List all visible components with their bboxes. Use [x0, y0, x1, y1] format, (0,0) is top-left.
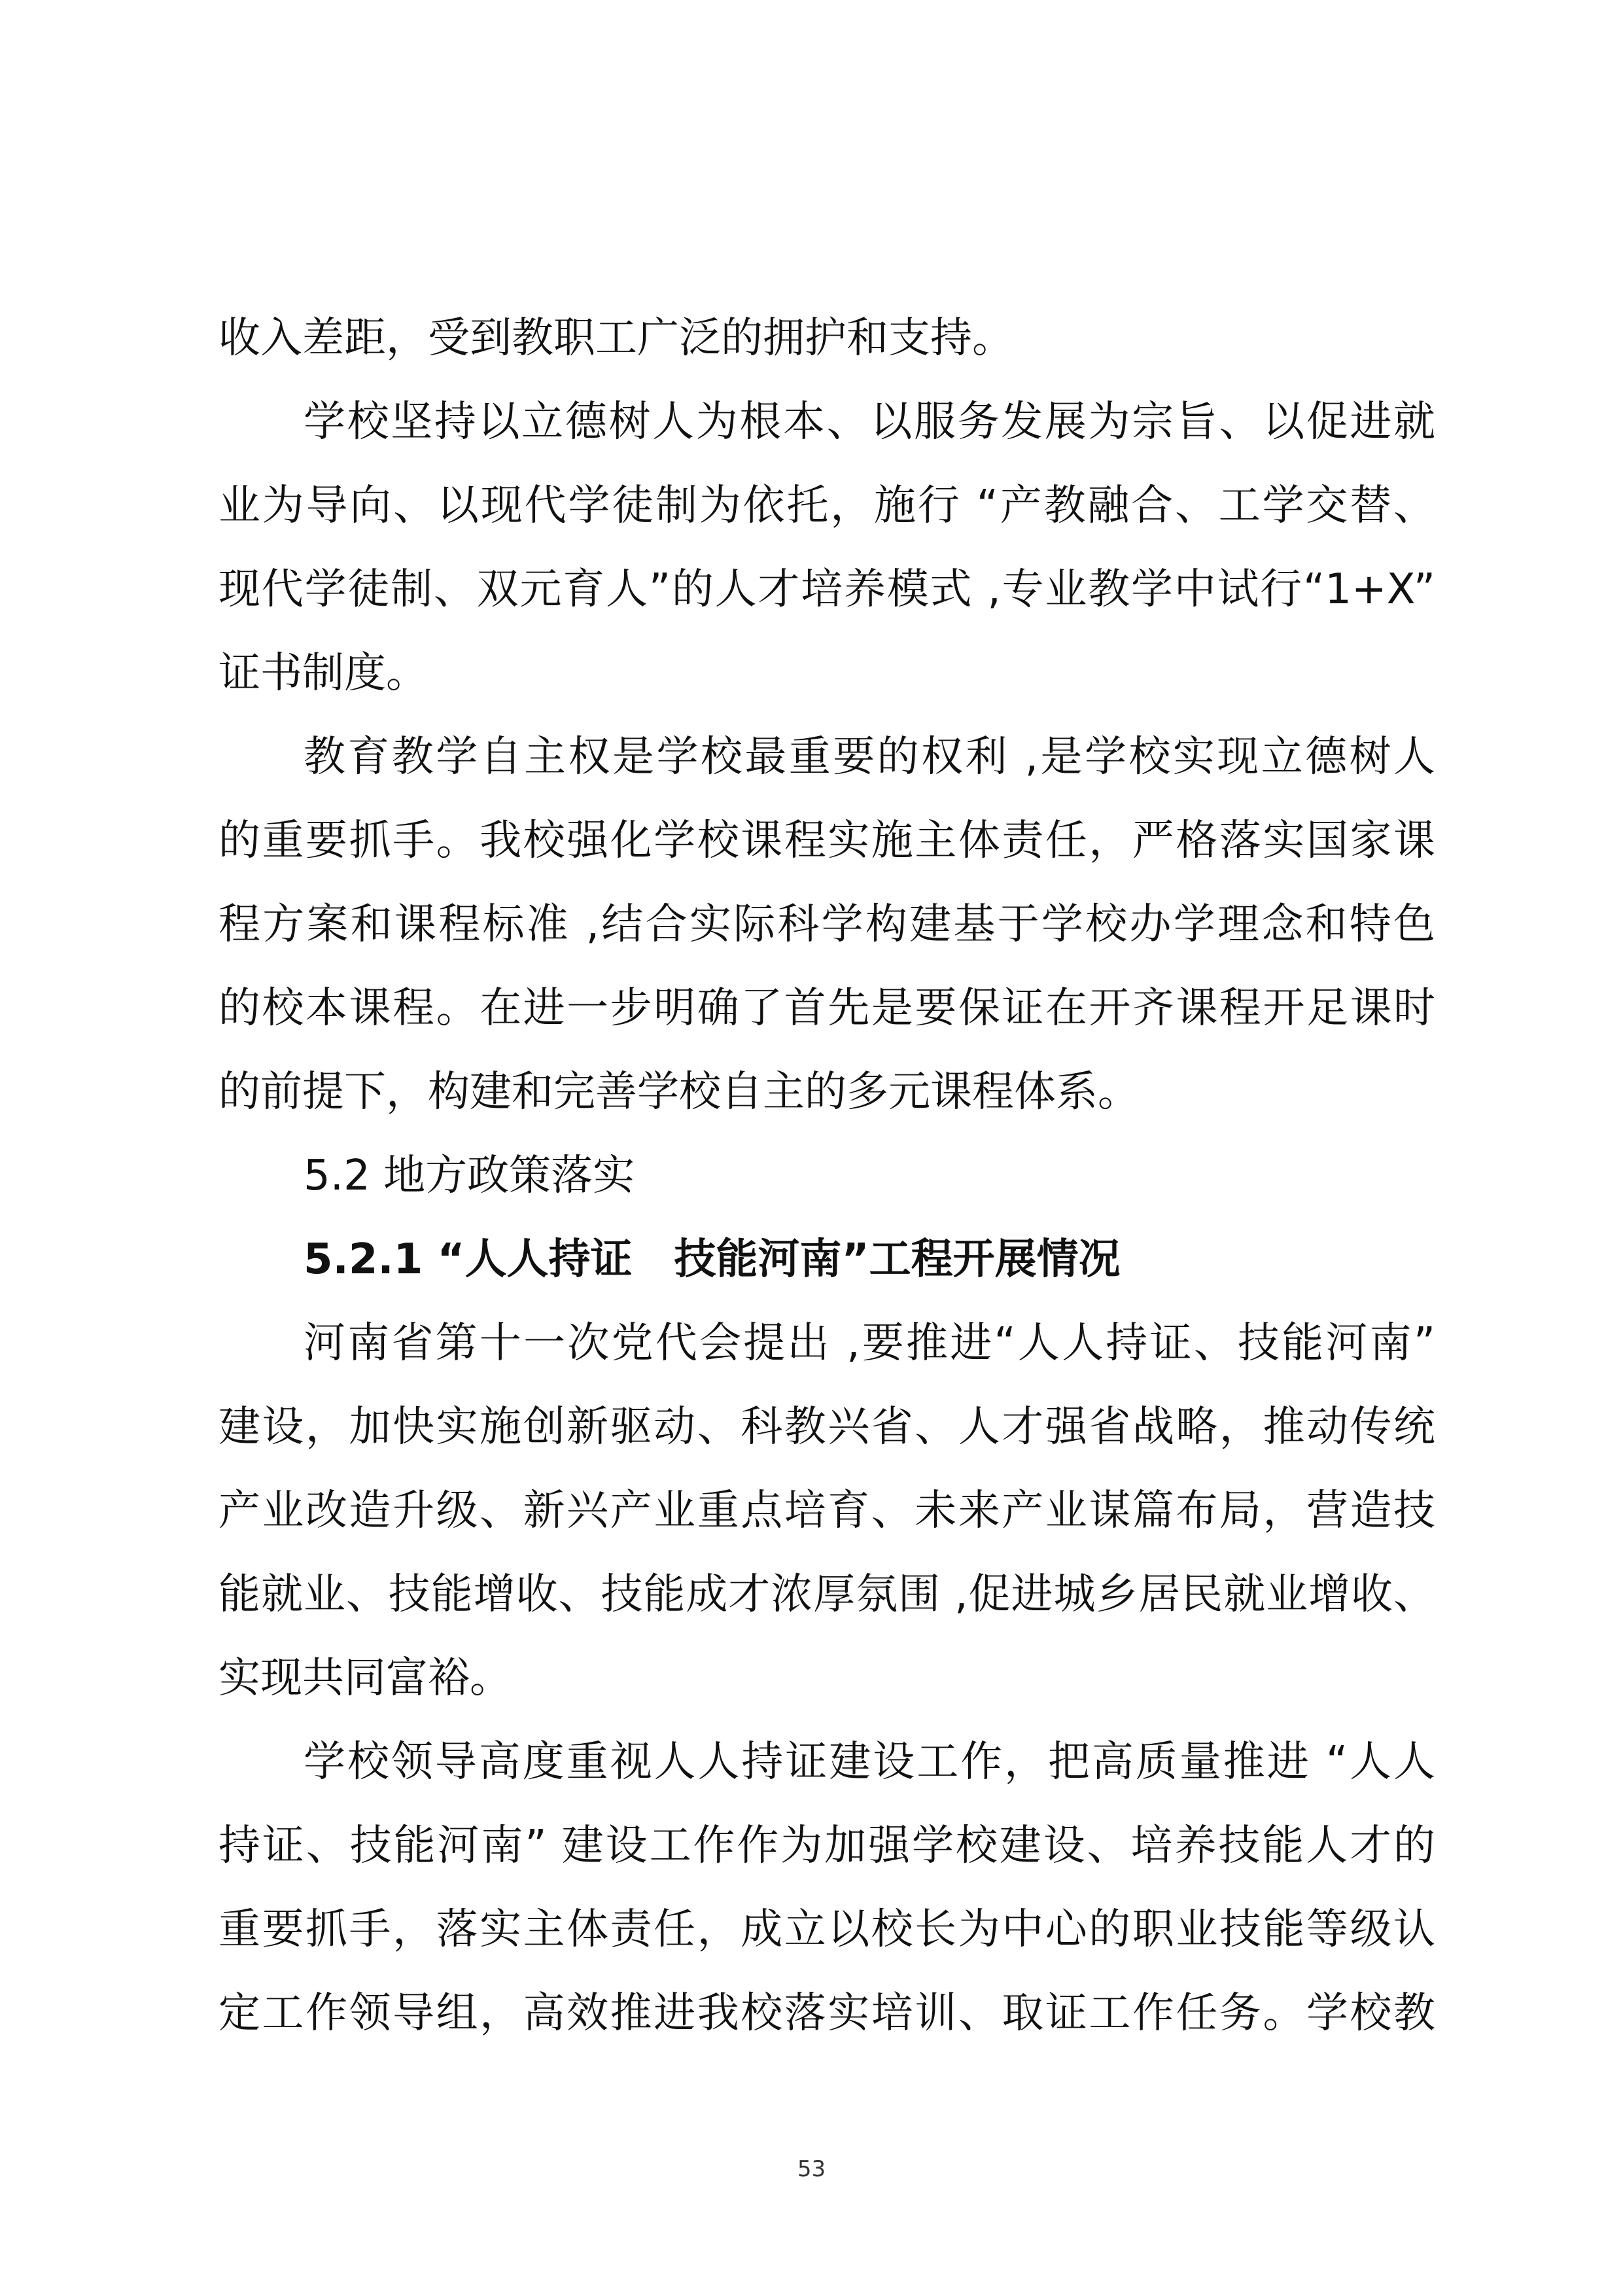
paragraph-line: 学校坚持以立德树人为根本、以服务发展为宗旨、以促进就	[304, 398, 1435, 446]
section-heading: 5.2 地方政策落实	[304, 1152, 635, 1200]
paragraph-line: 的前提下，构建和完善学校自主的多元课程体系。	[218, 1068, 1140, 1116]
paragraph-line: 重要抓手，落实主体责任，成立以校长为中心的职业技能等级认	[218, 1905, 1435, 1954]
paragraph-line: 程方案和课程标准 ,结合实际科学构建基于学校办学理念和特色	[218, 900, 1435, 949]
paragraph-line: 能就业、技能增收、技能成才浓厚氛围 ,促进城乡居民就业增收、	[218, 1570, 1435, 1619]
paragraph-line: 实现共同富裕。	[218, 1654, 512, 1703]
paragraph-line: 的校本课程。在进一步明确了首先是要保证在开齐课程开足课时	[218, 984, 1435, 1033]
paragraph-line: 建设，加快实施创新驱动、科教兴省、人才强省战略，推动传统	[218, 1403, 1435, 1451]
paragraph-line: 河南省第十一次党代会提出 ,要推进“人人持证、技能河南”	[304, 1319, 1435, 1368]
paragraph-line: 持证、技能河南” 建设工作作为加强学校建设、培养技能人才的	[218, 1822, 1435, 1870]
paragraph-line: 业为导向、以现代学徒制为依托，施行 “产教融合、工学交替、	[218, 482, 1435, 530]
paragraph-line: 证书制度。	[218, 649, 428, 698]
paragraph-line: 收入差距，受到教职工广泛的拥护和支持。	[218, 314, 1014, 362]
paragraph-line: 学校领导高度重视人人持证建设工作，把高质量推进 “人人	[304, 1738, 1435, 1786]
paragraph-line: 定工作领导组，高效推进我校落实培训、取证工作任务。学校教	[218, 1989, 1435, 2038]
paragraph-line: 教育教学自主权是学校最重要的权利 ,是学校实现立德树人	[304, 733, 1435, 781]
paragraph-line: 的重要抓手。我校强化学校课程实施主体责任，严格落实国家课	[218, 817, 1435, 865]
page-number: 53	[797, 2156, 826, 2182]
paragraph-line: 现代学徒制、双元育人”的人才培养模式 ,专业教学中试行“1+X”	[218, 565, 1435, 614]
subsection-heading: 5.2.1 “人人持证 技能河南”工程开展情况	[304, 1235, 1121, 1284]
paragraph-line: 产业改造升级、新兴产业重点培育、未来产业谋篇布局，营造技	[218, 1487, 1435, 1535]
